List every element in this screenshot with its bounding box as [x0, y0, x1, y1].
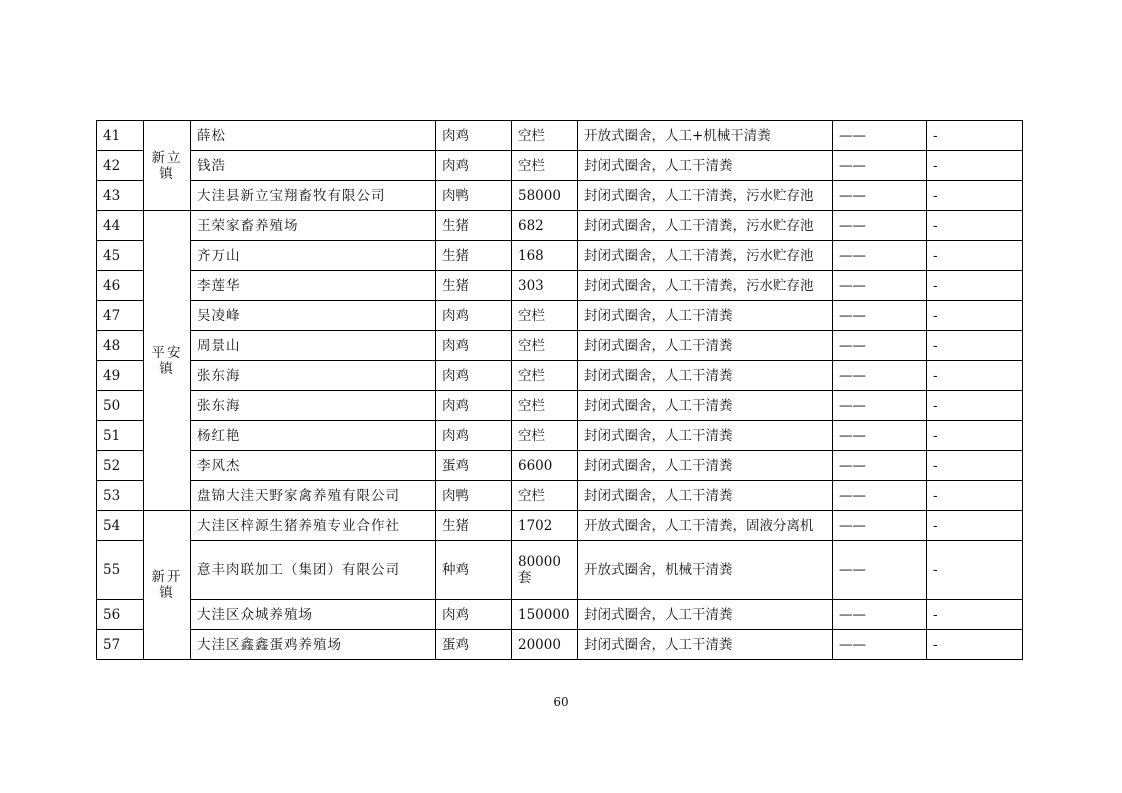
table-row: [97, 391, 1023, 421]
stock-quantity: 空栏: [512, 151, 578, 181]
table-row: [97, 271, 1023, 301]
column-6-value: ——: [833, 271, 927, 301]
row-number: 46: [97, 271, 144, 301]
column-6-value: ——: [833, 121, 927, 151]
manure-method: 封闭式圈舍，人工干清粪: [578, 600, 833, 630]
column-7-value: -: [927, 241, 1023, 271]
row-number: 54: [97, 511, 144, 541]
farm-name: 薛松: [191, 121, 436, 151]
manure-method: 开放式圈舍，机械干清粪: [578, 541, 833, 600]
row-number: 45: [97, 241, 144, 271]
livestock-type: 肉鸡: [436, 121, 512, 151]
manure-method: 封闭式圈舍，人工干清粪: [578, 451, 833, 481]
livestock-farm-table: [96, 120, 1023, 660]
livestock-type: 肉鸡: [436, 391, 512, 421]
table-row: [97, 301, 1023, 331]
stock-quantity-text: 80000套: [518, 554, 561, 586]
column-6-value: ——: [833, 391, 927, 421]
town-cell: [144, 121, 191, 211]
column-7-value: -: [927, 630, 1023, 660]
livestock-type: 肉鸡: [436, 421, 512, 451]
row-number: 55: [97, 541, 144, 600]
column-7-value: -: [927, 301, 1023, 331]
manure-method: 封闭式圈舍，人工干清粪: [578, 391, 833, 421]
row-number: 42: [97, 151, 144, 181]
farm-name: 王荣家畜养殖场: [191, 211, 436, 241]
column-7-value: -: [927, 271, 1023, 301]
column-6-value: ——: [833, 481, 927, 511]
row-number: 47: [97, 301, 144, 331]
town-name: 平安镇: [151, 344, 183, 377]
livestock-type: 蛋鸡: [436, 630, 512, 660]
stock-quantity: 空栏: [512, 121, 578, 151]
farm-name: 盘锦大洼天野家禽养殖有限公司: [191, 481, 436, 511]
farm-name: 意丰肉联加工（集团）有限公司: [191, 541, 436, 600]
stock-quantity: 682: [512, 211, 578, 241]
row-number: 44: [97, 211, 144, 241]
row-number: 56: [97, 600, 144, 630]
livestock-type: 蛋鸡: [436, 451, 512, 481]
table-row: [97, 600, 1023, 630]
livestock-type: 肉鸡: [436, 600, 512, 630]
farm-name: 齐万山: [191, 241, 436, 271]
livestock-type: 肉鸡: [436, 331, 512, 361]
table-row: [97, 151, 1023, 181]
table-row: [97, 241, 1023, 271]
table-row: [97, 541, 1023, 600]
manure-method: 封闭式圈舍，人工干清粪，污水贮存池: [578, 271, 833, 301]
table-row: [97, 361, 1023, 391]
column-7-value: -: [927, 361, 1023, 391]
column-6-value: ——: [833, 361, 927, 391]
town-cell: [144, 511, 191, 660]
farm-name: 张东海: [191, 361, 436, 391]
farm-name: 李莲华: [191, 271, 436, 301]
stock-quantity: 空栏: [512, 361, 578, 391]
manure-method: 封闭式圈舍，人工干清粪，污水贮存池: [578, 211, 833, 241]
stock-quantity: 空栏: [512, 391, 578, 421]
farm-name: 吴凌峰: [191, 301, 436, 331]
manure-method: 封闭式圈舍，人工干清粪: [578, 481, 833, 511]
farm-name: 张东海: [191, 391, 436, 421]
livestock-type: 肉鸡: [436, 361, 512, 391]
row-number: 53: [97, 481, 144, 511]
farm-name: 钱浩: [191, 151, 436, 181]
column-7-value: -: [927, 600, 1023, 630]
farm-name: 李风杰: [191, 451, 436, 481]
column-7-value: -: [927, 331, 1023, 361]
stock-quantity: 58000: [512, 181, 578, 211]
column-6-value: ——: [833, 630, 927, 660]
town-name: 新开镇: [151, 569, 183, 601]
column-7-value: -: [927, 451, 1023, 481]
livestock-type: 肉鸡: [436, 151, 512, 181]
row-number: 49: [97, 361, 144, 391]
table-row: [97, 451, 1023, 481]
stock-quantity: 150000: [512, 600, 578, 630]
manure-method: 封闭式圈舍，人工干清粪，污水贮存池: [578, 181, 833, 211]
livestock-type: 生猪: [436, 211, 512, 241]
column-7-value: -: [927, 481, 1023, 511]
column-6-value: ——: [833, 541, 927, 600]
row-number: 50: [97, 391, 144, 421]
row-number: 51: [97, 421, 144, 451]
table-row: [97, 421, 1023, 451]
column-6-value: ——: [833, 600, 927, 630]
column-7-value: -: [927, 421, 1023, 451]
farm-name: 周景山: [191, 331, 436, 361]
stock-quantity: 1702: [512, 511, 578, 541]
town-cell: [144, 211, 191, 511]
stock-quantity: 空栏: [512, 481, 578, 511]
column-6-value: ——: [833, 211, 927, 241]
column-6-value: ——: [833, 241, 927, 271]
livestock-type: 肉鸭: [436, 481, 512, 511]
column-7-value: -: [927, 511, 1023, 541]
column-6-value: ——: [833, 181, 927, 211]
stock-quantity: 20000: [512, 630, 578, 660]
farm-name: 杨红艳: [191, 421, 436, 451]
farm-name: 大洼县新立宝翔畜牧有限公司: [191, 181, 436, 211]
manure-method: 开放式圈舍，人工+机械干清粪: [578, 121, 833, 151]
column-6-value: ——: [833, 451, 927, 481]
row-number: 52: [97, 451, 144, 481]
stock-quantity: [512, 541, 578, 600]
livestock-type: 肉鸡: [436, 301, 512, 331]
table-row: [97, 211, 1023, 241]
column-7-value: -: [927, 121, 1023, 151]
manure-method: 封闭式圈舍，人工干清粪: [578, 301, 833, 331]
column-6-value: ——: [833, 151, 927, 181]
row-number: 48: [97, 331, 144, 361]
manure-method: 封闭式圈舍，人工干清粪: [578, 331, 833, 361]
column-6-value: ——: [833, 511, 927, 541]
table-row: [97, 121, 1023, 151]
table-row: [97, 481, 1023, 511]
column-7-value: -: [927, 391, 1023, 421]
page-number: 60: [553, 695, 569, 709]
manure-method: 开放式圈舍，人工干清粪，固液分离机: [578, 511, 833, 541]
stock-quantity: 6600: [512, 451, 578, 481]
livestock-type: 肉鸭: [436, 181, 512, 211]
stock-quantity: 空栏: [512, 331, 578, 361]
farm-name: 大洼区众城养殖场: [191, 600, 436, 630]
manure-method: 封闭式圈舍，人工干清粪，污水贮存池: [578, 241, 833, 271]
stock-quantity: 空栏: [512, 301, 578, 331]
column-6-value: ——: [833, 301, 927, 331]
stock-quantity: 168: [512, 241, 578, 271]
table-row: [97, 511, 1023, 541]
manure-method: 封闭式圈舍，人工干清粪: [578, 151, 833, 181]
manure-method: 封闭式圈舍，人工干清粪: [578, 361, 833, 391]
livestock-type: 生猪: [436, 511, 512, 541]
row-number: 57: [97, 630, 144, 660]
livestock-type: 生猪: [436, 241, 512, 271]
table-row: [97, 630, 1023, 660]
column-7-value: -: [927, 151, 1023, 181]
town-name: 新立镇: [151, 149, 183, 182]
stock-quantity: 303: [512, 271, 578, 301]
row-number: 41: [97, 121, 144, 151]
row-number: 43: [97, 181, 144, 211]
farm-name: 大洼区梓源生猪养殖专业合作社: [191, 511, 436, 541]
table-row: [97, 181, 1023, 211]
manure-method: 封闭式圈舍，人工干清粪: [578, 421, 833, 451]
stock-quantity: 空栏: [512, 421, 578, 451]
column-7-value: -: [927, 181, 1023, 211]
column-7-value: -: [927, 211, 1023, 241]
column-7-value: -: [927, 541, 1023, 600]
manure-method: 封闭式圈舍，人工干清粪: [578, 630, 833, 660]
livestock-type: 生猪: [436, 271, 512, 301]
column-6-value: ——: [833, 331, 927, 361]
livestock-type: 种鸡: [436, 541, 512, 600]
column-6-value: ——: [833, 421, 927, 451]
table-row: [97, 331, 1023, 361]
farm-name: 大洼区鑫鑫蛋鸡养殖场: [191, 630, 436, 660]
